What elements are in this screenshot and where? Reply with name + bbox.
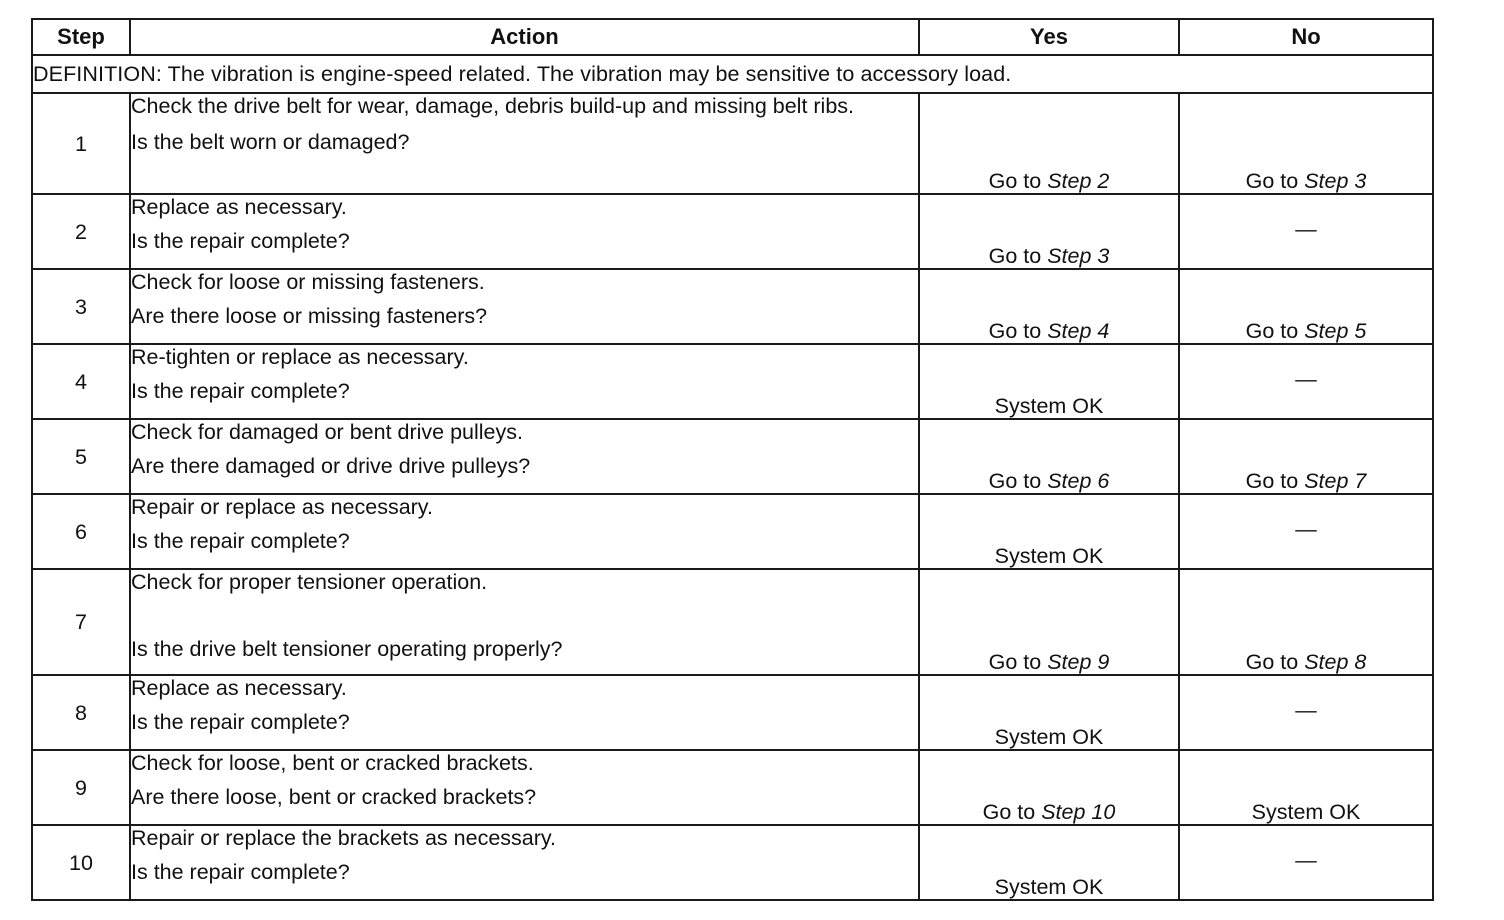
step-number: 1 [32, 93, 130, 194]
step-number: 4 [32, 344, 130, 419]
action-cell [130, 569, 919, 675]
yes-goto-label: Go to [988, 319, 1042, 343]
action-instruction: Check for damaged or bent drive pulleys. [131, 420, 523, 444]
no-result [1179, 269, 1433, 344]
action-question: Is the repair complete? [131, 860, 350, 884]
action-instruction: Check the drive belt for wear, damage, debris build-up and missing belt ribs. [131, 94, 855, 118]
action-question: Is the repair complete? [131, 379, 350, 403]
action-cell [130, 269, 919, 344]
step-number: 7 [32, 569, 130, 675]
yes-step-reference: Step 2 [1047, 169, 1110, 193]
action-instruction: Repair or replace the brackets as necessary. [131, 826, 557, 850]
no-goto-label: Go to [1245, 650, 1299, 674]
no-not-applicable [1179, 675, 1433, 750]
step-number: 9 [32, 750, 130, 825]
no-goto-label: Go to [1245, 319, 1299, 343]
yes-result-text: System OK [994, 394, 1104, 418]
yes-result-text: System OK [994, 725, 1104, 749]
yes-goto-label: Go to [988, 469, 1042, 493]
action-instruction: Replace as necessary. [131, 195, 347, 219]
no-step-reference: Step 8 [1304, 650, 1367, 674]
yes-result [919, 750, 1179, 825]
yes-step-reference: Step 10 [1041, 800, 1116, 824]
action-cell [130, 750, 919, 825]
action-cell [130, 825, 919, 900]
no-result-text: — [1295, 216, 1317, 241]
yes-step-reference: Step 3 [1047, 244, 1110, 268]
table-row [32, 419, 1433, 494]
no-step-reference: Step 3 [1304, 169, 1367, 193]
diagnostic-table [31, 18, 1434, 901]
action-instruction: Re-tighten or replace as necessary. [131, 345, 469, 369]
no-result [1179, 93, 1433, 194]
table-row [32, 494, 1433, 569]
no-step-reference: Step 7 [1304, 469, 1367, 493]
yes-result [919, 93, 1179, 194]
action-cell [130, 419, 919, 494]
action-question: Are there loose, bent or cracked brackets? [131, 785, 537, 809]
header-no: No [1179, 19, 1433, 55]
no-not-applicable [1179, 344, 1433, 419]
table-row [32, 269, 1433, 344]
no-goto-label: Go to [1245, 469, 1299, 493]
step-number: 2 [32, 194, 130, 269]
action-question: Is the belt worn or damaged? [131, 130, 410, 154]
yes-goto-label: Go to [988, 169, 1042, 193]
yes-result-text: System OK [994, 544, 1104, 568]
no-not-applicable [1179, 194, 1433, 269]
yes-goto-label: Go to [988, 650, 1042, 674]
definition-row [32, 55, 1433, 93]
yes-result [919, 494, 1179, 569]
yes-result [919, 569, 1179, 675]
no-not-applicable [1179, 825, 1433, 900]
no-result [1179, 750, 1433, 825]
action-cell [130, 93, 919, 194]
yes-goto-label: Go to [988, 244, 1042, 268]
yes-goto-label: Go to [982, 800, 1036, 824]
action-question: Is the repair complete? [131, 529, 350, 553]
no-result [1179, 419, 1433, 494]
table-row [32, 194, 1433, 269]
yes-result [919, 825, 1179, 900]
table-row [32, 569, 1433, 675]
step-number: 5 [32, 419, 130, 494]
header-step: Step [32, 19, 130, 55]
step-number: 8 [32, 675, 130, 750]
action-cell [130, 675, 919, 750]
table-row [32, 825, 1433, 900]
yes-step-reference: Step 9 [1047, 650, 1110, 674]
no-result-text: System OK [1251, 800, 1361, 824]
no-not-applicable [1179, 494, 1433, 569]
action-question: Is the repair complete? [131, 710, 350, 734]
yes-result [919, 675, 1179, 750]
action-instruction: Check for proper tensioner operation. [131, 570, 488, 594]
yes-result [919, 419, 1179, 494]
yes-step-reference: Step 4 [1047, 319, 1110, 343]
no-result-text: — [1295, 366, 1317, 391]
header-row [32, 19, 1433, 55]
header-action: Action [130, 19, 919, 55]
no-step-reference: Step 5 [1304, 319, 1367, 343]
action-cell [130, 344, 919, 419]
action-question: Is the drive belt tensioner operating properly? [131, 637, 563, 661]
step-number: 6 [32, 494, 130, 569]
no-goto-label: Go to [1245, 169, 1299, 193]
no-result-text: — [1295, 697, 1317, 722]
yes-result-text: System OK [994, 875, 1104, 899]
table-row [32, 93, 1433, 194]
action-instruction: Check for loose, bent or cracked brackets. [131, 751, 534, 775]
action-cell [130, 494, 919, 569]
yes-step-reference: Step 6 [1047, 469, 1110, 493]
action-question: Are there damaged or drive drive pulleys? [131, 454, 531, 478]
action-cell [130, 194, 919, 269]
action-instruction: Check for loose or missing fasteners. [131, 270, 485, 294]
action-instruction: Repair or replace as necessary. [131, 495, 433, 519]
no-result-text: — [1295, 516, 1317, 541]
definition-text: DEFINITION: The vibration is engine-speed related. The vibration may be sensitive to accessory load. [32, 55, 1433, 93]
step-number: 3 [32, 269, 130, 344]
no-result-text: — [1295, 847, 1317, 872]
table-row [32, 750, 1433, 825]
no-result [1179, 569, 1433, 675]
step-number: 10 [32, 825, 130, 900]
yes-result [919, 344, 1179, 419]
action-question: Are there loose or missing fasteners? [131, 304, 488, 328]
yes-result [919, 269, 1179, 344]
action-instruction: Replace as necessary. [131, 676, 347, 700]
action-question: Is the repair complete? [131, 229, 350, 253]
yes-result [919, 194, 1179, 269]
table-row [32, 675, 1433, 750]
table-row [32, 344, 1433, 419]
header-yes: Yes [919, 19, 1179, 55]
